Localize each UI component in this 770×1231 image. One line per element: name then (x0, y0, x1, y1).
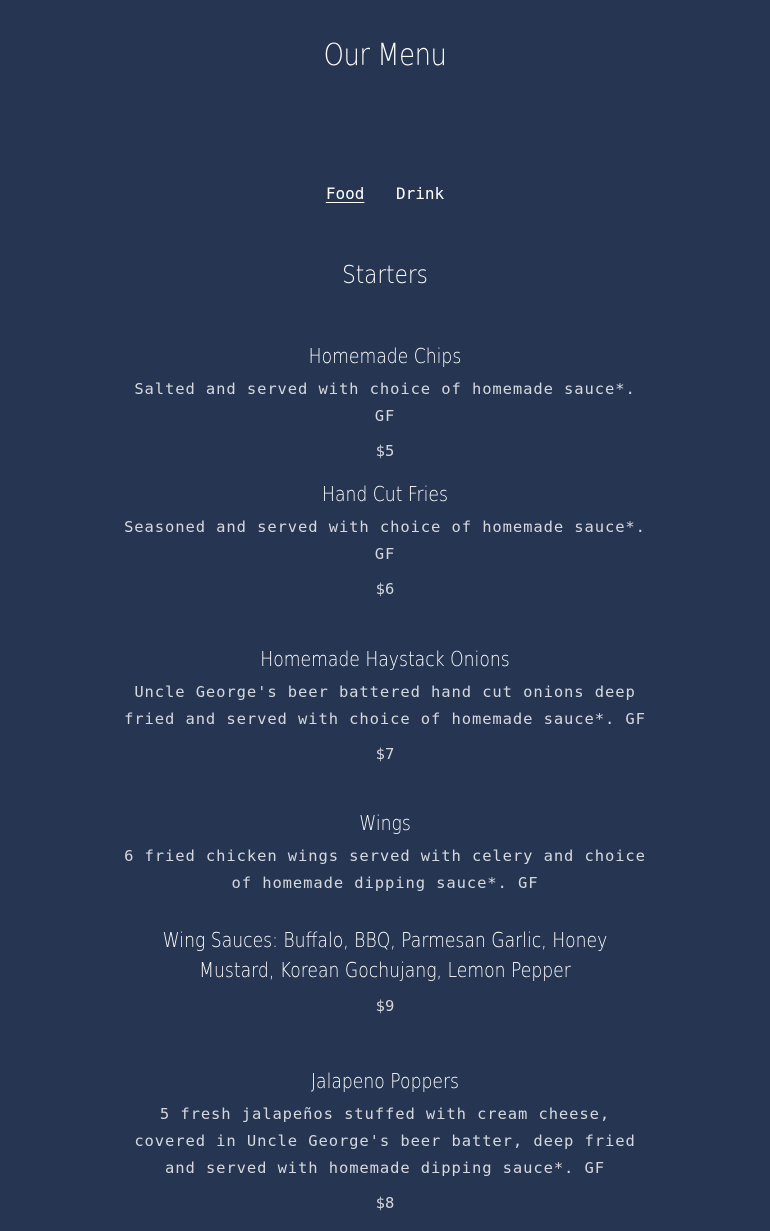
menu-item-name: Hand Cut Fries (322, 482, 448, 506)
menu-item-description: Uncle George's beer battered hand cut onions deep fried and served with choice of homemade sauce*. GF (124, 683, 646, 728)
menu-item-description: 6 fried chicken wings served with celery and choice of homemade dipping sauce*. GF (124, 847, 646, 892)
menu-item-price: $8 (375, 1194, 395, 1212)
menu-item-price: $9 (375, 997, 395, 1015)
menu-item-description: Salted and served with choice of homemade sauce*. GF (134, 380, 636, 425)
menu-item-description: Seasoned and served with choice of homemade sauce*. GF (124, 518, 646, 563)
menu-item-name: Wings (359, 811, 411, 835)
menu-item (120, 1067, 650, 1216)
section-title-starters: Starters (342, 260, 428, 289)
tab-drink[interactable]: Drink (396, 184, 445, 203)
menu-item (120, 342, 650, 464)
menu-tabs (0, 182, 770, 206)
wing-sauces-note: Wing Sauces: Buffalo, BBQ, Parmesan Garlic, Honey Mustard, Korean Gochujang, Lemon Pepper (162, 928, 608, 982)
menu-item-price: $5 (375, 442, 395, 460)
menu-item-price: $7 (375, 745, 395, 763)
menu-item (120, 809, 650, 1019)
menu-item-name: Jalapeno Poppers (310, 1069, 460, 1093)
menu-item-description: 5 fresh jalapeños stuffed with cream cheese, covered in Uncle George's beer batter, deep fried and served with homemade dipping sauce*. GF (134, 1105, 636, 1177)
menu-item-name: Homemade Haystack Onions (260, 647, 510, 671)
menu-item (120, 645, 650, 767)
tab-food[interactable]: Food (325, 184, 365, 203)
menu-item-name: Homemade Chips (308, 344, 462, 368)
page-title: Our Menu (323, 38, 447, 73)
menu-item-price: $6 (375, 580, 395, 598)
menu-item (120, 480, 650, 602)
